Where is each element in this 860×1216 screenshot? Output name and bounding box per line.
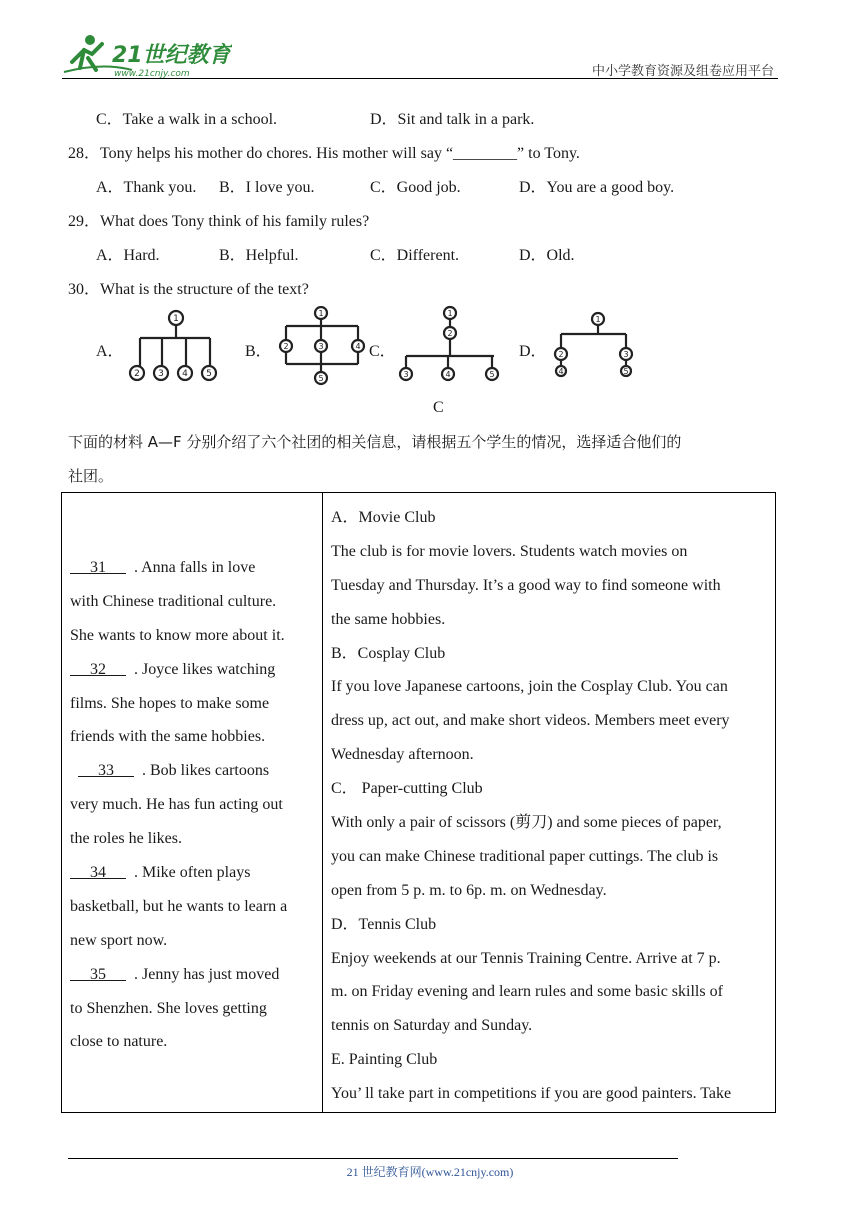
- student-31-line-1: 31 . Anna falls in love: [70, 551, 314, 585]
- club-a-text: The club is for movie lovers. Students watch movies on: [331, 542, 688, 560]
- diagram-d-label-4: 4: [558, 367, 564, 376]
- q29-option-a: A．Hard.: [96, 247, 160, 264]
- runner-logo-icon: [62, 32, 232, 78]
- diagram-a-label-1: 1: [173, 314, 179, 324]
- club-b-title: B．Cosplay Club: [331, 644, 446, 662]
- answer-blank-35[interactable]: 35: [90, 965, 106, 983]
- club-a-text: Tuesday and Thursday. It’s a good way to find someone with: [331, 576, 721, 594]
- answer-blank-34[interactable]: 34: [90, 864, 106, 882]
- diagram-a-label-3: 3: [158, 369, 164, 379]
- answer-blank-31[interactable]: 31: [90, 559, 106, 576]
- q29-stem: 29．What does Tony think of his family rules?: [68, 213, 370, 230]
- student-34-line-2: basketball, but he wants to learn a: [70, 897, 288, 915]
- site-logo: [62, 32, 232, 78]
- club-d-title: D．Tennis Club: [331, 915, 437, 933]
- diagram-a-label-4: 4: [182, 369, 188, 379]
- q28-stem: 28．Tony helps his mother do chores. His mother will say “________” to Tony.: [68, 145, 580, 162]
- club-a-title: A．Movie Club: [331, 509, 436, 526]
- q28-option-c: C．Good job.: [370, 179, 461, 196]
- svg-text:21世纪教育: 21世纪教育: [112, 43, 231, 68]
- club-b-text: Wednesday afternoon.: [331, 746, 474, 764]
- diagram-b-label-5: 5: [318, 374, 324, 383]
- q30-answer: C: [433, 399, 444, 416]
- q29-option-c: C．Different.: [370, 247, 460, 264]
- table-divider: [322, 493, 323, 1112]
- q30-option-c: C．: [369, 343, 396, 360]
- club-c-text: With only a pair of scissors (剪刀) and some pieces of paper,: [331, 814, 722, 832]
- diagram-c-label-4: 4: [445, 370, 451, 379]
- structure-diagram-d: [548, 310, 638, 380]
- student-33-line-2: very much. He has fun acting out: [70, 796, 283, 814]
- diagram-c-label-1: 1: [447, 309, 453, 318]
- student-35-line-2: to Shenzhen. She loves getting: [70, 999, 267, 1017]
- diagram-c-label-5: 5: [489, 370, 495, 379]
- diagram-c-label-3: 3: [403, 370, 409, 379]
- footer-site[interactable]: 21 世纪教育网(www.21cnjy.com): [346, 1165, 514, 1179]
- student-33-line-1: 33 . Bob likes cartoons: [70, 754, 314, 788]
- diagram-b-label-4: 4: [355, 342, 361, 351]
- answer-blank-32[interactable]: 32: [90, 660, 106, 678]
- q29-option-b: B．Helpful.: [219, 247, 299, 264]
- club-e-title: E. Painting Club: [331, 1051, 438, 1069]
- club-c-text: open from 5 p. m. to 6p. m. on Wednesday.: [331, 881, 607, 899]
- q30-option-a: A．: [96, 343, 124, 360]
- platform-name: 中小学教育资源及组卷应用平台: [591, 64, 774, 79]
- student-32-line-3: friends with the same hobbies.: [70, 728, 266, 746]
- club-d-text: tennis on Saturday and Sunday.: [331, 1017, 533, 1035]
- diagram-b-label-2: 2: [283, 342, 289, 351]
- structure-diagram-a: [124, 308, 224, 384]
- diagram-d-label-3: 3: [623, 350, 629, 359]
- club-a-text: the same hobbies.: [331, 610, 446, 628]
- q27-option-d: D．Sit and talk in a park.: [370, 111, 535, 128]
- diagram-a-label-5: 5: [206, 369, 212, 379]
- svg-text:www.21cnjy.com: www.21cnjy.com: [114, 69, 190, 78]
- q27-option-c: C．Take a walk in a school.: [96, 111, 278, 128]
- club-e-text: You’ ll take part in competitions if you are good painters. Take: [331, 1085, 732, 1103]
- q30-option-d: D．: [519, 343, 547, 360]
- club-b-text: If you love Japanese cartoons, join the Cosplay Club. You can: [331, 678, 728, 696]
- diagram-d-label-2: 2: [558, 350, 564, 359]
- q29-option-d: D．Old.: [519, 247, 575, 264]
- matching-table: [61, 492, 776, 1113]
- structure-diagram-c: [394, 304, 504, 384]
- diagram-b-label-1: 1: [318, 309, 324, 318]
- answer-blank-33[interactable]: 33: [98, 762, 114, 780]
- diagram-a-label-2: 2: [134, 369, 140, 379]
- footer-divider: [68, 1158, 678, 1159]
- diagram-d-label-5: 5: [623, 367, 629, 376]
- q28-option-b: B．I love you.: [219, 179, 315, 196]
- section-instruction-line2: 社团。: [68, 467, 114, 485]
- club-c-text: you can make Chinese traditional paper cuttings. The club is: [331, 847, 719, 865]
- student-34-line-1: 34 . Mike often plays: [70, 856, 314, 890]
- q28-option-d: D．You are a good boy.: [519, 179, 675, 196]
- club-c-title: C． Paper-cutting Club: [331, 780, 483, 798]
- diagram-c-label-2: 2: [447, 329, 453, 338]
- diagram-d-label-1: 1: [595, 315, 601, 324]
- club-b-text: dress up, act out, and make short videos. Members meet every: [331, 712, 730, 730]
- student-31-line-2: with Chinese traditional culture.: [70, 592, 277, 610]
- q30-stem: 30．What is the structure of the text?: [68, 281, 309, 298]
- student-32-line-1: 32 . Joyce likes watching: [70, 653, 314, 687]
- club-d-text: m. on Friday evening and learn rules and some basic skills of: [331, 983, 723, 1001]
- header-divider: [62, 78, 778, 79]
- student-32-line-2: films. She hopes to make some: [70, 694, 270, 712]
- student-31-line-3: She wants to know more about it.: [70, 626, 285, 644]
- clubs-column: [331, 501, 771, 1111]
- student-35-line-1: 35 . Jenny has just moved: [70, 958, 314, 992]
- student-34-line-3: new sport now.: [70, 931, 168, 949]
- diagram-b-label-3: 3: [318, 342, 324, 351]
- student-33-line-3: the roles he likes.: [70, 830, 182, 848]
- structure-diagram-b: [274, 306, 370, 386]
- q30-option-b: B．: [245, 343, 272, 360]
- student-35-line-3: close to nature.: [70, 1033, 168, 1051]
- q28-option-a: A．Thank you.: [96, 179, 197, 196]
- students-column: [70, 551, 314, 1059]
- section-instruction-line1: 下面的材料 A—F 分别介绍了六个社团的相关信息，请根据五个学生的情况，选择适合他们的: [68, 433, 682, 451]
- club-d-text: Enjoy weekends at our Tennis Training Centre. Arrive at 7 p.: [331, 949, 721, 967]
